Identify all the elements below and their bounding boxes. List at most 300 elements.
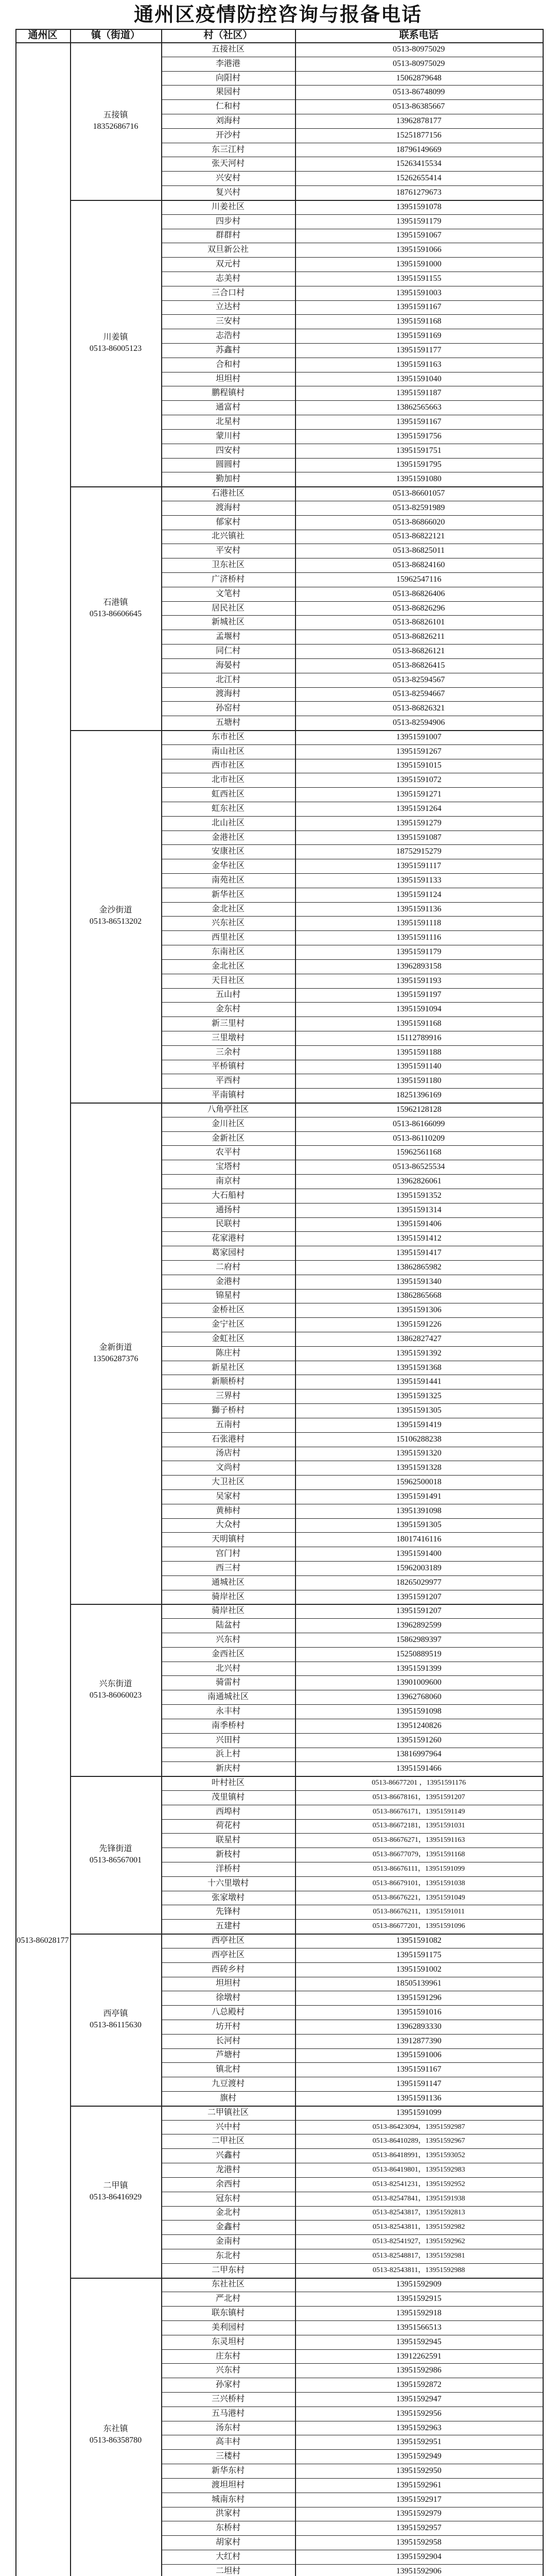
village-phone: 0513-86601057 — [392, 489, 445, 498]
village-name: 新星社区 — [211, 1363, 245, 1372]
village-name: 四安村 — [215, 446, 240, 455]
village-phone: 13951591271 — [396, 790, 442, 799]
village-phone: 13951591441 — [396, 1377, 442, 1386]
document-title: 通州区疫情防控咨询与报备电话 — [133, 4, 422, 26]
town-phone: 0513-86513202 — [89, 917, 142, 926]
village-phone: 0513-82543811，13951592982 — [372, 2223, 465, 2231]
village-name: 东南社区 — [211, 947, 245, 956]
village-phone: 13951591197 — [396, 990, 442, 999]
village-name: 金北社区 — [211, 904, 245, 913]
village-phone: 13951592872 — [396, 2380, 442, 2389]
village-phone: 13951566513 — [396, 2323, 442, 2332]
village-phone: 15106288238 — [396, 1434, 442, 1444]
village-name: 金西社区 — [211, 1649, 245, 1658]
village-name: 果园村 — [215, 88, 240, 97]
village-name: 文尚村 — [215, 1463, 240, 1472]
village-phone: 0513-82591989 — [392, 503, 445, 512]
village-phone: 0513-86676111，13951591099 — [373, 1865, 465, 1873]
village-phone: 13951591087 — [396, 833, 442, 842]
village-name: 獅子桥村 — [211, 1405, 245, 1415]
village-name: 孙家村 — [215, 2380, 240, 2389]
village-phone: 0513-86679101，13951591038 — [372, 1879, 465, 1887]
village-phone: 13951592915 — [396, 2294, 442, 2303]
village-phone: 13951591078 — [396, 202, 442, 211]
village-name: 新城社区 — [211, 618, 245, 627]
village-name: 浜上村 — [215, 1750, 240, 1759]
village-name: 同仁村 — [215, 646, 240, 655]
village-name: 联东镇村 — [211, 2309, 245, 2318]
column-border-4 — [543, 29, 544, 2576]
village-name: 三安村 — [215, 317, 240, 326]
village-phone: 18761279673 — [396, 188, 442, 197]
village-name: 八角亭社区 — [207, 1105, 249, 1114]
village-name: 余西村 — [215, 2179, 240, 2189]
village-phone: 13951591000 — [396, 260, 442, 269]
town-phone: 0513-86416929 — [89, 2192, 142, 2201]
village-name: 坦坦村 — [215, 1979, 240, 1988]
village-phone: 0513-86866020 — [392, 517, 445, 527]
village-phone: 13951591016 — [396, 2008, 442, 2017]
village-name: 苏鑫村 — [215, 345, 240, 354]
village-phone: 15962561168 — [396, 1148, 442, 1157]
village-phone: 18505139961 — [396, 1979, 442, 1988]
village-name: 陈庄村 — [215, 1348, 240, 1358]
village-phone: 13962768060 — [396, 1692, 442, 1702]
village-phone: 18752915279 — [396, 847, 442, 856]
village-name: 五建村 — [215, 1922, 240, 1931]
village-phone: 0513-86672181，13951591031 — [372, 1822, 465, 1830]
village-name: 北星村 — [215, 417, 240, 426]
column-header: 镇（街道） — [91, 30, 140, 41]
village-phone: 13951591167 — [396, 417, 442, 426]
village-phone: 13951592947 — [396, 2394, 442, 2403]
village-phone: 0513-82594567 — [392, 675, 445, 684]
village-phone: 13951591168 — [396, 1019, 442, 1028]
village-name: 八总殿村 — [211, 2008, 245, 2017]
village-phone: 13951591006 — [396, 2050, 442, 2060]
village-name: 新华社区 — [211, 890, 245, 899]
village-phone: 15962500018 — [396, 1478, 442, 1487]
village-name: 新华东村 — [211, 2466, 245, 2475]
village-name: 北兴村 — [215, 1664, 240, 1673]
town-phone: 0513-86060023 — [89, 1691, 142, 1700]
village-name: 三里墩村 — [211, 1033, 245, 1042]
village-phone: 13951591325 — [396, 1392, 442, 1401]
village-name: 平桥镇村 — [211, 1062, 245, 1071]
village-name: 立达村 — [215, 302, 240, 312]
village-name: 孟堰村 — [215, 632, 240, 641]
village-name: 金虹社区 — [211, 1334, 245, 1343]
village-name: 双旦新公社 — [207, 245, 249, 255]
village-phone: 15062879648 — [396, 73, 442, 82]
village-name: 通城社区 — [211, 1578, 245, 1587]
village-phone: 13951591133 — [396, 875, 442, 885]
village-name: 二甲社区 — [211, 2137, 245, 2146]
village-phone: 0513-82594906 — [392, 718, 445, 727]
village-phone: 13912262591 — [396, 2351, 442, 2361]
village-phone: 0513-86166099 — [392, 1119, 445, 1128]
village-phone: 0513-86826121 — [392, 646, 445, 655]
village-phone: 0513-86419801，13951592983 — [372, 2165, 465, 2174]
village-phone: 0513-86418991，13951593052 — [372, 2151, 465, 2160]
village-name: 二府村 — [215, 1262, 240, 1272]
village-name: 北市社区 — [211, 775, 245, 785]
village-name: 金新社区 — [211, 1133, 245, 1143]
village-phone: 0513-86385667 — [392, 102, 445, 111]
village-name: 坊开村 — [215, 2022, 240, 2031]
village-name: 虹东社区 — [211, 804, 245, 813]
village-name: 广济桥村 — [211, 574, 245, 584]
village-name: 兴中村 — [215, 2122, 240, 2131]
village-name: 圆圆村 — [215, 460, 240, 469]
village-name: 渡海村 — [215, 689, 240, 699]
village-phone: 13951592986 — [396, 2366, 442, 2375]
village-phone: 13951592918 — [396, 2309, 442, 2318]
village-name: 叶村社区 — [211, 1778, 245, 1788]
village-phone: 13962892599 — [396, 1621, 442, 1630]
village-phone: 13951591124 — [396, 890, 442, 899]
village-phone: 13951591193 — [396, 976, 442, 985]
village-phone: 13951591466 — [396, 1764, 442, 1773]
village-name: 十六里墩村 — [207, 1878, 249, 1888]
village-phone: 13951591751 — [396, 446, 442, 455]
village-phone: 13951592956 — [396, 2409, 442, 2418]
village-phone: 13951592951 — [396, 2437, 442, 2447]
village-phone: 13951591179 — [396, 216, 442, 226]
town-name: 五接镇 18352686716 — [93, 110, 138, 131]
village-name: 金北村 — [215, 2208, 240, 2217]
village-name: 北江村 — [215, 675, 240, 684]
village-name: 九豆渡村 — [211, 2079, 245, 2089]
village-phone: 13962893158 — [396, 961, 442, 971]
village-name: 五接社区 — [211, 44, 245, 54]
village-name: 民联村 — [215, 1219, 240, 1229]
village-name: 蒙川村 — [215, 431, 240, 440]
village-phone: 13951591260 — [396, 1735, 442, 1744]
village-phone: 13951591117 — [396, 861, 441, 871]
village-phone: 13951591399 — [396, 1664, 442, 1673]
village-name: 三楼村 — [215, 2452, 240, 2461]
village-name: 联星村 — [215, 1836, 240, 1845]
village-phone: 15112789916 — [396, 1033, 442, 1042]
village-name: 吴家村 — [215, 1492, 240, 1501]
village-name: 兴东社区 — [211, 919, 245, 928]
village-name: 坦坦村 — [215, 374, 240, 383]
village-name: 渡坦坦村 — [211, 2480, 245, 2489]
village-phone: 13862827427 — [396, 1334, 442, 1343]
village-name: 葛家园村 — [211, 1248, 245, 1258]
village-name: 芦塘村 — [215, 2050, 240, 2060]
village-name: 通富村 — [215, 403, 240, 412]
village-phone: 0513-86410289，13951592967 — [372, 2137, 465, 2145]
village-name: 通扬村 — [215, 1205, 240, 1214]
village-phone: 0513-86676221，13951591049 — [372, 1893, 465, 1902]
village-name: 西亭社区 — [211, 1950, 245, 1959]
village-name: 兴田村 — [215, 1735, 240, 1744]
village-phone: 13951591187 — [396, 388, 442, 398]
village-phone: 0513-86824160 — [392, 561, 445, 570]
village-phone: 13951591328 — [396, 1463, 442, 1472]
village-phone: 0513-82547841，13951591938 — [372, 2194, 465, 2202]
village-name: 渡海村 — [215, 503, 240, 512]
village-name: 东社社区 — [211, 2280, 245, 2289]
village-name: 金南村 — [215, 2237, 240, 2246]
village-phone: 0513-86822121 — [392, 532, 445, 541]
village-phone: 13951591116 — [396, 933, 441, 942]
village-name: 刘海村 — [215, 116, 240, 125]
village-name: 东灵坦村 — [211, 2337, 245, 2346]
village-name: 张家墩村 — [211, 1893, 245, 1902]
town-name: 石港镇 0513-86606645 — [89, 598, 142, 618]
village-phone: 13951591167 — [396, 302, 442, 312]
village-name: 东北村 — [215, 2251, 240, 2260]
village-name: 南季桥村 — [211, 1721, 245, 1730]
village-phone: 13951591066 — [396, 245, 442, 255]
village-phone: 13951591400 — [396, 1549, 442, 1558]
village-name: 大红村 — [215, 2552, 240, 2561]
town-name: 先锋街道 0513-86567001 — [89, 1844, 142, 1865]
village-name: 美利园村 — [211, 2323, 245, 2332]
village-name: 东桥村 — [215, 2523, 240, 2533]
village-phone: 13951592906 — [396, 2566, 442, 2575]
village-name: 志美村 — [215, 274, 240, 283]
village-name: 三兴桥村 — [211, 2394, 245, 2403]
village-phone: 13951591003 — [396, 288, 442, 297]
village-name: 三界村 — [215, 1392, 240, 1401]
village-phone: 13951591169 — [396, 331, 442, 341]
village-phone: 15962003189 — [396, 1563, 442, 1572]
village-phone: 13951591368 — [396, 1363, 442, 1372]
village-phone: 15962128128 — [396, 1105, 442, 1114]
village-phone: 15263415534 — [396, 159, 442, 168]
town-name: 兴东街道 0513-86060023 — [89, 1680, 142, 1700]
village-name: 长河村 — [215, 2036, 240, 2045]
town-phone: 0513-86115630 — [90, 2020, 142, 2029]
village-name: 金川社区 — [211, 1119, 245, 1128]
village-phone: 13951591320 — [396, 1449, 442, 1458]
village-name: 骑岸社区 — [211, 1592, 245, 1601]
village-phone: 13951591264 — [396, 804, 442, 813]
village-name: 新枝村 — [215, 1850, 240, 1859]
village-name: 新顺桥村 — [211, 1377, 245, 1386]
town-name: 金沙街道 0513-86513202 — [89, 906, 142, 926]
village-name: 骑岸社区 — [211, 1606, 245, 1616]
town-phone: 13506287376 — [93, 1354, 138, 1363]
village-phone: 13951591177 — [396, 345, 442, 354]
village-name: 骑雷村 — [215, 1678, 240, 1687]
village-phone: 13951591067 — [396, 231, 442, 240]
village-name: 西砖乡村 — [211, 1964, 245, 1974]
village-phone: 0513-82594667 — [392, 689, 445, 699]
village-name: 文笔村 — [215, 589, 240, 598]
village-name: 北兴镇社 — [211, 532, 245, 541]
village-phone: 13951591098 — [396, 1707, 442, 1716]
header-divider — [15, 42, 543, 43]
column-header: 通州区 — [28, 30, 58, 41]
village-phone: 13951592979 — [396, 2509, 442, 2518]
village-phone: 13901009600 — [396, 1678, 442, 1687]
village-name: 群群村 — [215, 231, 240, 240]
column-header: 村（社区） — [203, 30, 253, 41]
village-phone: 13951592917 — [396, 2495, 442, 2504]
village-name: 李港港 — [215, 59, 240, 68]
village-name: 五塘村 — [215, 718, 240, 727]
village-name: 金华社区 — [211, 861, 245, 871]
village-phone: 0513-86826211 — [393, 632, 445, 641]
village-name: 金港村 — [215, 1277, 240, 1286]
village-phone: 13951592961 — [396, 2480, 442, 2489]
village-phone: 13951591207 — [396, 1606, 442, 1616]
village-phone: 13951591015 — [396, 761, 442, 770]
village-phone: 0513-86677079，13951591168 — [372, 1851, 465, 1859]
village-name: 金北社区 — [211, 961, 245, 971]
village-name: 金桥社区 — [211, 1306, 245, 1315]
column-header: 联系电话 — [399, 30, 439, 41]
village-name: 西亭社区 — [211, 1936, 245, 1945]
village-name: 南山社区 — [211, 747, 245, 756]
village-phone: 0513-86825011 — [393, 546, 445, 555]
village-name: 金宁社区 — [211, 1320, 245, 1329]
village-name: 胡家村 — [215, 2538, 240, 2547]
village-name: 石港社区 — [211, 489, 245, 498]
village-name: 三合口村 — [211, 288, 245, 297]
district-label: 0513-86028177 — [16, 1936, 69, 1945]
village-phone: 13951591147 — [396, 2079, 442, 2089]
village-name: 洪家村 — [215, 2509, 240, 2518]
village-phone: 13951591419 — [396, 1420, 442, 1429]
village-phone: 13951591002 — [396, 1964, 442, 1974]
village-phone: 13951591340 — [396, 1277, 442, 1286]
village-name: 农平村 — [215, 1148, 240, 1157]
village-name: 虹西社区 — [211, 790, 245, 799]
village-phone: 13951591305 — [396, 1520, 442, 1530]
village-name: 兴鑫村 — [215, 2151, 240, 2160]
village-phone: 13951591188 — [396, 1047, 442, 1057]
village-name: 徐墩村 — [215, 1993, 240, 2003]
village-phone: 13951591167 — [396, 2065, 442, 2074]
village-phone: 0513-86423094，13951592987 — [372, 2123, 465, 2131]
village-phone: 13816997964 — [396, 1750, 442, 1759]
village-name: 天目社区 — [211, 976, 245, 985]
village-phone: 13951591175 — [396, 1950, 442, 1959]
village-phone: 18796149669 — [396, 145, 442, 154]
village-phone: 13951592945 — [396, 2337, 442, 2346]
village-phone: 0513-86110209 — [393, 1133, 445, 1143]
town-phone: 0513-86567001 — [89, 1856, 142, 1865]
village-name: 城南东村 — [211, 2495, 245, 2504]
village-phone: 13912877390 — [396, 2036, 442, 2045]
village-name: 鹏程镇村 — [211, 388, 245, 398]
village-name: 东三江村 — [211, 145, 245, 154]
village-phone: 0513-86676211，13951591011 — [373, 1908, 465, 1916]
village-phone: 13951592963 — [396, 2423, 442, 2432]
village-name: 南京村 — [215, 1176, 240, 1185]
village-name: 汤东村 — [215, 2423, 240, 2432]
village-phone: 13862865668 — [396, 1291, 442, 1300]
column-border-2 — [161, 29, 162, 2576]
town-name: 东社镇 0513-86358780 — [89, 2425, 142, 2445]
column-border-3 — [295, 29, 296, 2576]
village-phone: 15262655414 — [396, 174, 442, 183]
village-name: 东市社区 — [211, 732, 245, 741]
village-name: 海晏村 — [215, 660, 240, 670]
village-phone: 0513-86676171，13951591149 — [372, 1807, 465, 1816]
village-phone: 13962878177 — [396, 116, 442, 125]
village-name: 合和村 — [215, 360, 240, 369]
village-name: 三余村 — [215, 1047, 240, 1057]
village-phone: 15962547116 — [396, 574, 442, 584]
village-name: 花家港村 — [211, 1234, 245, 1243]
village-name: 兴东村 — [215, 2366, 240, 2375]
village-phone: 0513-82543817，13951592813 — [372, 2209, 465, 2217]
village-phone: 18017416116 — [396, 1535, 442, 1544]
town-phone: 0513-86606645 — [89, 609, 142, 618]
village-name: 永丰村 — [215, 1707, 240, 1716]
village-phone: 15250889519 — [396, 1649, 442, 1658]
village-phone: 13951591314 — [396, 1205, 442, 1214]
village-name: 石张港村 — [211, 1434, 245, 1444]
village-phone: 13951591406 — [396, 1219, 442, 1229]
village-name: 大卫社区 — [211, 1478, 245, 1487]
village-phone: 13951591279 — [396, 818, 442, 827]
village-name: 五山村 — [215, 990, 240, 999]
village-phone: 13951592949 — [396, 2452, 442, 2461]
village-phone: 0513-82543811，13951592988 — [372, 2266, 465, 2274]
village-name: 平南镇村 — [211, 1091, 245, 1100]
village-phone: 13951592950 — [396, 2466, 442, 2475]
village-phone: 13862565663 — [396, 403, 442, 412]
village-name: 洋桥村 — [215, 1864, 240, 1873]
village-name: 大众村 — [215, 1520, 240, 1530]
town-name: 金新街道 13506287376 — [93, 1343, 138, 1363]
village-name: 庄东村 — [215, 2351, 240, 2361]
village-name: 严北村 — [215, 2294, 240, 2303]
town-phone: 18352686716 — [93, 122, 138, 131]
village-phone: 13951591412 — [396, 1234, 442, 1243]
village-name: 四步村 — [215, 216, 240, 226]
village-phone: 13951591491 — [396, 1492, 442, 1501]
village-phone: 13951591163 — [396, 360, 442, 369]
village-name: 勤加村 — [215, 474, 240, 484]
village-phone: 13951591305 — [396, 1405, 442, 1415]
village-name: 新三里村 — [211, 1019, 245, 1028]
village-name: 宝塔村 — [215, 1162, 240, 1172]
village-name: 大石船村 — [211, 1191, 245, 1200]
village-phone: 13951591180 — [396, 1076, 442, 1086]
village-phone: 13951591136 — [396, 904, 442, 913]
village-phone: 13951591306 — [396, 1306, 442, 1315]
village-name: 川姜社区 — [211, 202, 245, 211]
town-phone: 0513-86358780 — [89, 2436, 142, 2445]
village-phone: 13951592957 — [396, 2523, 442, 2533]
village-name: 镇北村 — [215, 2065, 240, 2074]
village-phone: 0513-86677201，13951591096 — [372, 1922, 465, 1930]
village-name: 西里社区 — [211, 933, 245, 942]
village-phone: 13951591417 — [396, 1248, 442, 1258]
village-phone: 13951391098 — [396, 1506, 442, 1515]
village-name: 南苑社区 — [211, 875, 245, 885]
town-phone: 0513-86005123 — [89, 344, 142, 353]
village-phone: 13862865982 — [396, 1262, 442, 1272]
village-phone: 13951591756 — [396, 431, 442, 440]
village-phone: 0513-86525534 — [392, 1162, 445, 1172]
village-name: 旗村 — [219, 2093, 236, 2103]
village-name: 龙港村 — [215, 2165, 240, 2174]
village-phone: 0513-82541927，13951592962 — [372, 2238, 465, 2246]
village-name: 五南村 — [215, 1420, 240, 1429]
village-name: 双元村 — [215, 260, 240, 269]
village-phone: 13951591082 — [396, 1936, 442, 1945]
